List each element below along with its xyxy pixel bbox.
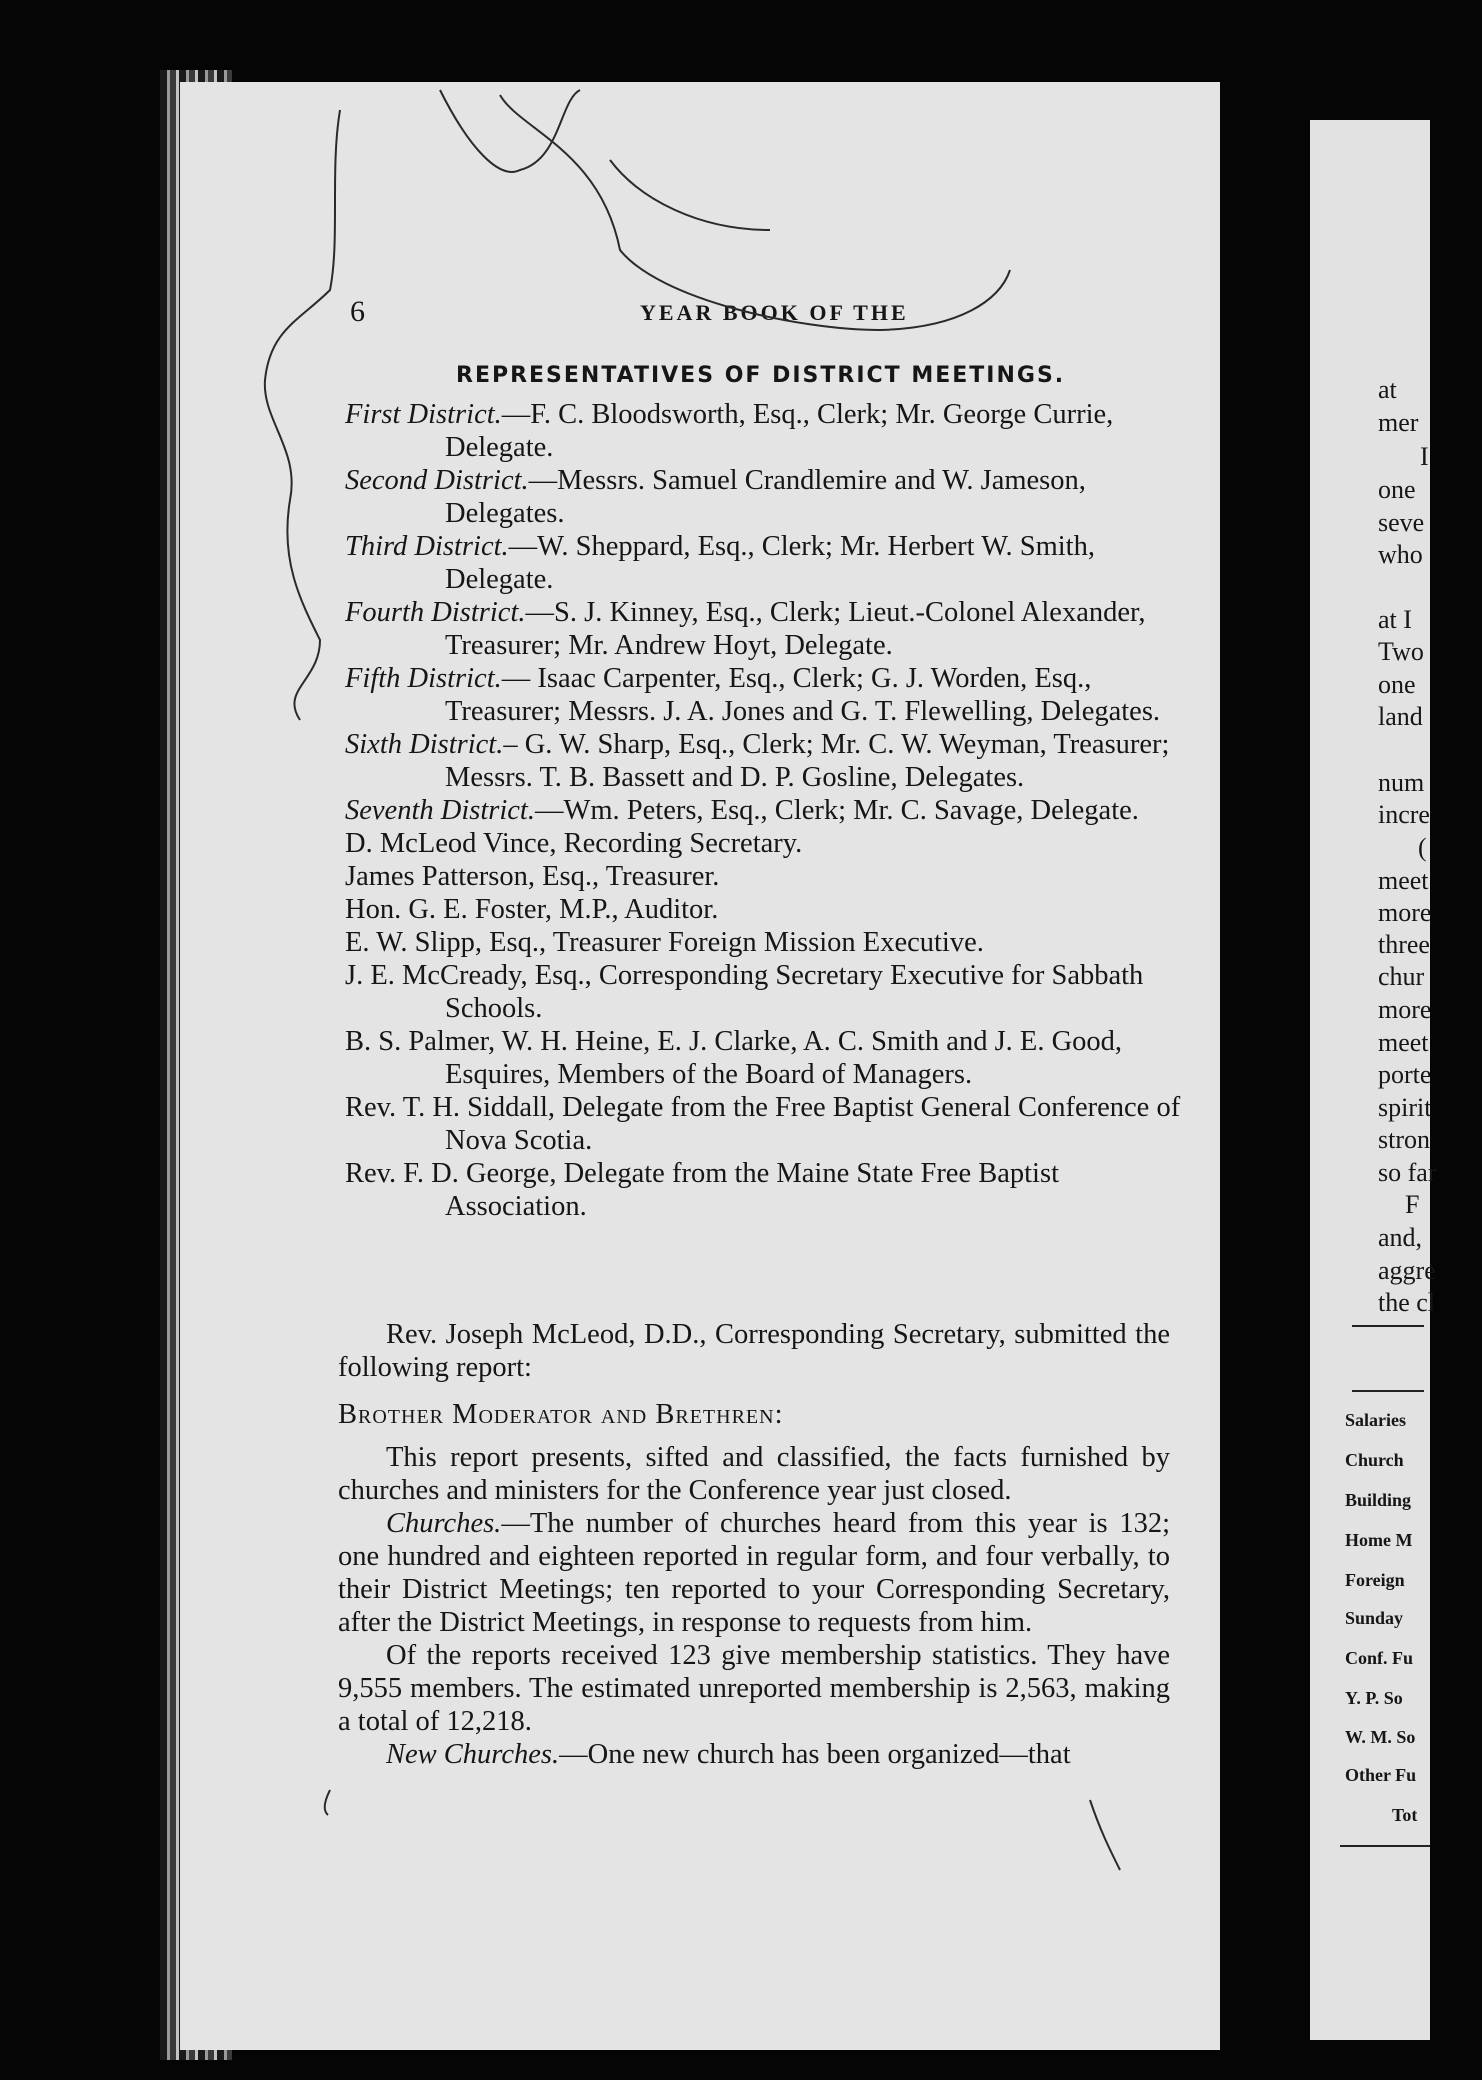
officer-entry: D. McLeod Vince, Recording Secretary. [345, 828, 803, 859]
section-title: REPRESENTATIVES OF DISTRICT MEETINGS. [456, 363, 1066, 388]
facing-line: and, [1378, 1223, 1423, 1252]
rule [1340, 1845, 1430, 1847]
district-entry: Third District.—W. Sheppard, Esq., Clerk; Mr. Herbert W. Smith, Delegate. [345, 531, 1095, 595]
facing-table-row: Other Fu [1345, 1765, 1417, 1785]
district-entry: Second District.—Messrs. Samuel Crandlemire and W. Jameson, Delegates. [345, 465, 1086, 529]
facing-line: one [1378, 670, 1416, 699]
report-paragraph: Churches.—The number of churches heard from this year is 132; one hundred and eighteen reported in regular form, and four verbally, to their District Meetings; ten reported to your Corresponding Secretary, after the District Meetings, in response to requests from him. [338, 1508, 1170, 1638]
report-intro: Rev. Joseph McLeod, D.D., Corresponding Secretary, submitted the following report: [338, 1319, 1170, 1383]
facing-table-row: Tot [1392, 1805, 1418, 1825]
facing-table-row: Building [1345, 1490, 1412, 1510]
page-number: 6 [350, 295, 365, 328]
facing-line: aggre [1378, 1256, 1436, 1285]
facing-line: land [1378, 702, 1423, 731]
district-label: Third District. [345, 531, 509, 562]
facing-line: at I [1378, 605, 1412, 634]
officer-entry: James Patterson, Esq., Treasurer. [345, 861, 720, 892]
facing-table-row: Sunday [1345, 1608, 1404, 1628]
facing-line: seve [1378, 508, 1425, 537]
facing-table-row: Church [1345, 1450, 1404, 1470]
facing-table-row: Y. P. So [1345, 1688, 1403, 1708]
district-label: Sixth District. [345, 729, 504, 760]
facing-table-row: Salaries [1345, 1410, 1406, 1430]
district-entry: Sixth District.– G. W. Sharp, Esq., Clerk; Mr. C. W. Weyman, Treasurer; Messrs. T. B. Bassett and D. P. Gosline, Delegates. [345, 729, 1170, 793]
officer-entry: Rev. T. H. Siddall, Delegate from the Free Baptist General Conference of Nova Scotia. [345, 1092, 1181, 1156]
facing-line: three [1378, 930, 1430, 959]
officer-entry: J. E. McCready, Esq., Corresponding Secretary Executive for Sabbath Schools. [345, 960, 1144, 1024]
facing-line: the cl [1378, 1288, 1436, 1317]
facing-line: chur [1378, 962, 1425, 991]
facing-table-row: W. M. So [1345, 1727, 1416, 1747]
paragraph-label: New Churches. [386, 1739, 560, 1770]
representatives-list [345, 398, 1185, 1223]
facing-line: spirit [1378, 1093, 1432, 1122]
rule [1352, 1325, 1424, 1327]
facing-table-row: Foreign [1345, 1570, 1405, 1590]
officer-entry: E. W. Slipp, Esq., Treasurer Foreign Mission Executive. [345, 927, 984, 958]
rule [1352, 1390, 1424, 1392]
facing-line: stron [1378, 1125, 1430, 1154]
district-label: Fifth District. [345, 663, 502, 694]
district-entry: Fourth District.—S. J. Kinney, Esq., Clerk; Lieut.-Colonel Alexander, Treasurer; Mr. Andrew Hoyt, Delegate. [345, 597, 1146, 661]
officer-entry: B. S. Palmer, W. H. Heine, E. J. Clarke, A. C. Smith and J. E. Good, Esquires, Members of the Board of Managers. [345, 1026, 1123, 1090]
district-label: First District. [345, 399, 502, 430]
district-label: Second District. [345, 465, 529, 496]
report-paragraph: New Churches.—One new church has been organized—that [386, 1739, 1071, 1770]
paragraph-label: Churches. [386, 1508, 502, 1539]
facing-line: more [1378, 995, 1432, 1024]
district-entry: Seventh District.—Wm. Peters, Esq., Clerk; Mr. C. Savage, Delegate. [345, 795, 1139, 826]
facing-line: Two [1378, 637, 1424, 666]
facing-line: F [1405, 1190, 1420, 1219]
district-label: Fourth District. [345, 597, 526, 628]
salutation: Brother Moderator and Brethren: [338, 1399, 784, 1430]
report-paragraph: This report presents, sifted and classified, the facts furnished by churches and ministers for the Conference year just closed. [338, 1442, 1170, 1506]
district-label: Seventh District. [345, 795, 535, 826]
facing-line: so far [1378, 1158, 1437, 1187]
facing-table-row: Conf. Fu [1345, 1648, 1414, 1668]
facing-line: meet [1378, 1028, 1429, 1057]
facing-line: I [1420, 442, 1429, 471]
facing-line: num [1378, 768, 1425, 797]
facing-line: who [1378, 540, 1423, 569]
facing-line: at [1378, 375, 1397, 404]
report-body [338, 1318, 1170, 1771]
facing-line: mer [1378, 408, 1419, 437]
facing-line: porte [1378, 1060, 1432, 1089]
report-paragraph: Of the reports received 123 give membership statistics. They have 9,555 members. The estimated unreported membership is 2,563, making a total of 12,218. [338, 1640, 1170, 1737]
officer-entry: Rev. F. D. George, Delegate from the Maine State Free Baptist Association. [345, 1158, 1059, 1222]
facing-table-row: Home M [1345, 1530, 1413, 1550]
district-entry: First District.—F. C. Bloodsworth, Esq., Clerk; Mr. George Currie, Delegate. [345, 399, 1114, 463]
officer-entry: Hon. G. E. Foster, M.P., Auditor. [345, 894, 719, 925]
running-head: YEAR BOOK OF THE [640, 300, 909, 325]
district-entry: Fifth District.— Isaac Carpenter, Esq., Clerk; G. J. Worden, Esq., Treasurer; Messrs. J. A. Jones and G. T. Flewelling, Delegates. [345, 663, 1161, 727]
facing-line: more [1378, 898, 1432, 927]
facing-line: one [1378, 475, 1416, 504]
facing-line: ( [1418, 833, 1427, 862]
facing-line: meet [1378, 866, 1429, 895]
facing-line: incre [1378, 800, 1430, 829]
